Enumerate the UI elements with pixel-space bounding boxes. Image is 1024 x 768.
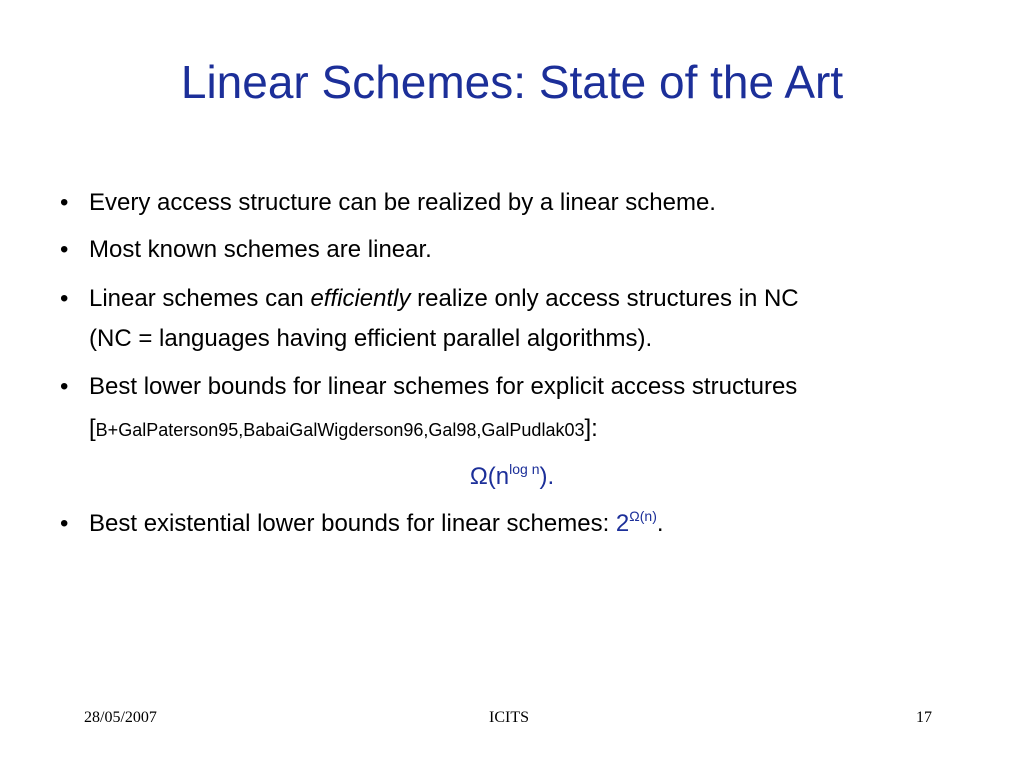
bullet-marker: • [60,373,69,400]
bullet-marker: • [60,285,69,312]
bullet-3-line-2: (NC = languages having efficient parallel algorithms). [89,325,653,352]
bullet-marker: • [60,189,69,216]
bullet-5-post: . [656,510,664,537]
bullet-4-line-1: Best lower bounds for linear schemes for explicit access structures [89,373,798,400]
bullet-3-emphasis: efficiently [310,285,411,312]
formula-exponent: log n [509,461,540,477]
bullet-2-text: Most known schemes are linear. [89,236,432,263]
footer-date: 28/05/2007 [84,709,157,726]
bullet-marker: • [60,510,69,537]
bound-exponent: Ω(n) [629,508,657,524]
bound-base: 2 [615,510,630,537]
slide-title: Linear Schemes: State of the Art [180,56,844,108]
bullet-3-post: realize only access structures in NC [410,285,799,312]
footer-page-number: 17 [916,709,932,726]
formula-open: (n [487,463,510,490]
existential-bound [616,510,657,537]
formula-close: ). [539,463,555,490]
lower-bound-formula [0,462,1024,492]
bullet-3-line-1 [89,284,799,314]
bullet-marker: • [60,236,69,263]
bullet-4-line-2 [89,414,598,445]
footer-conference: ICITS [489,709,529,726]
omega-symbol: Ω [469,463,488,490]
bullet-3-pre: Linear schemes can [89,285,311,312]
bullet-1-text: Every access structure can be realized by a linear scheme. [89,189,716,216]
bullet-5-pre: Best existential lower bounds for linear schemes: [89,510,616,537]
citation-close: ]: [584,415,598,442]
bullet-5-text [89,509,664,539]
citation-list: B+GalPaterson95,BabaiGalWigderson96,Gal98,GalPudlak03 [95,420,585,440]
citation-open: [ [89,415,96,442]
